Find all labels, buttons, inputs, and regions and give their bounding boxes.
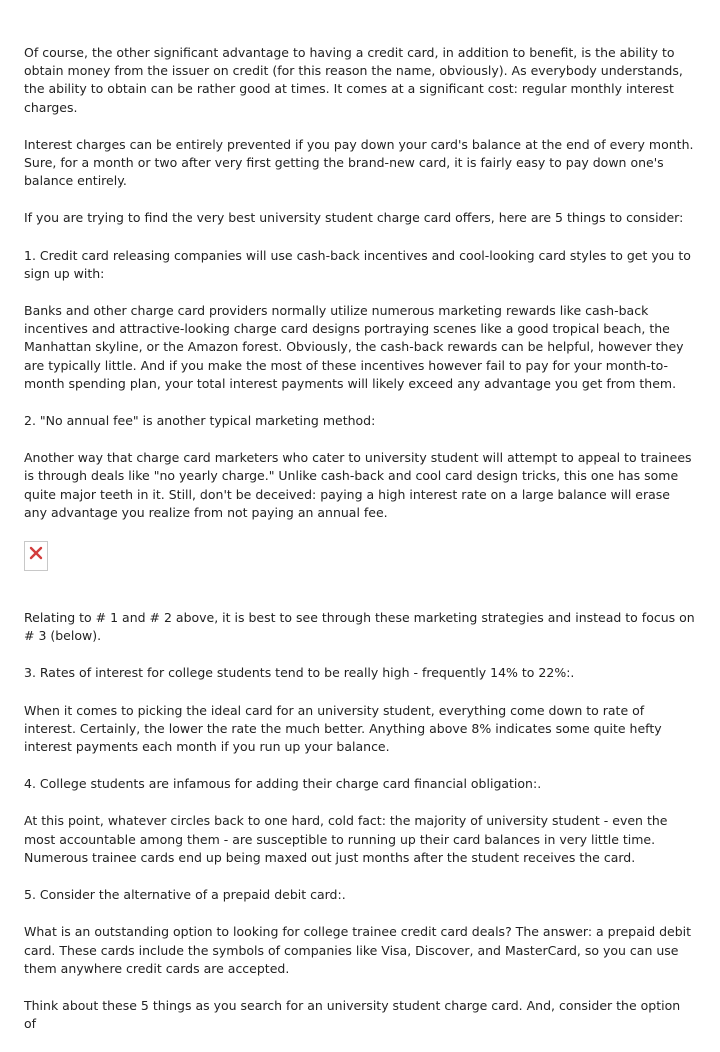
close-x-icon — [29, 546, 43, 560]
paragraph: Banks and other charge card providers normally utilize numerous marketing rewards like cash-back incentives and attractive-looking charge card designs portraying scenes like a good tropical beach, the Manhattan skyline, or the Amazon forest. Obviously, the cash-back rewards can be helpful, however they are typically little. And if you make the most of these incentives however fail to pay for your month-to-month spending plan, your total interest payments will likely exceed any advantage you get from them. — [24, 303, 684, 391]
paragraph: 4. College students are infamous for adding their charge card financial obligation:. — [24, 776, 542, 792]
paragraph: Think about these 5 things as you search for an university student charge card. And, consider the option of — [24, 997, 681, 1032]
broken-image-icon — [24, 541, 48, 571]
paragraph: When it comes to picking the ideal card for an university student, everything come down to rate of interest. Certainly, the lower the rate the much better. Anything above 8% indicates some quite hefty interest payments each month if you run up your balance. — [24, 702, 662, 755]
paragraph: Another way that charge card marketers who cater to university student will attempt to appeal to trainees is through deals like "no yearly charge." Unlike cash-back and cool card design tricks, this one has some quite major teeth in it. Still, don't be deceived: paying a high interest rate on a large balance will erase any advantage you realize from not paying an annual fee. — [24, 450, 692, 520]
paragraph: Of course, the other significant advantage to having a credit card, in addition to benefit, is the ability to obtain money from the issuer on credit (for this reason the name, obviously). As everybody understands, the ability to obtain can be rather good at times. It comes at a significant cost: regular monthly interest charges. — [24, 45, 683, 115]
paragraph: Relating to # 1 and # 2 above, it is best to see through these marketing strategies and instead to focus on # 3 (below). — [24, 610, 695, 644]
paragraph: 5. Consider the alternative of a prepaid debit card:. — [24, 887, 346, 903]
paragraph: 3. Rates of interest for college students tend to be really high - frequently 14% to 22%:. — [24, 665, 575, 681]
paragraph: Interest charges can be entirely prevented if you pay down your card's balance at the end of every month. Sure, for a month or two after very first getting the brand-new card, it is fairly easy to pay down one's balance entirely. — [24, 136, 694, 189]
paragraph: What is an outstanding option to looking for college trainee credit card deals? The answer: a prepaid debit card. These cards include the symbols of companies like Visa, Discover, and MasterCard, so you can use them anywhere credit cards are accepted. — [24, 924, 692, 976]
article-body — [24, 44, 696, 1052]
paragraph: At this point, whatever circles back to one hard, cold fact: the majority of university student - even the most accountable among them - are susceptible to running up their card balances in very little time. Numerous trainee cards end up being maxed out just months after the student receives the card. — [24, 813, 668, 865]
paragraph: If you are trying to find the very best university student charge card offers, here are 5 things to consider: — [24, 210, 684, 226]
paragraph: 2. "No annual fee" is another typical marketing method: — [24, 413, 376, 429]
paragraph: 1. Credit card releasing companies will use cash-back incentives and cool-looking card styles to get you to sign up with: — [24, 247, 691, 281]
